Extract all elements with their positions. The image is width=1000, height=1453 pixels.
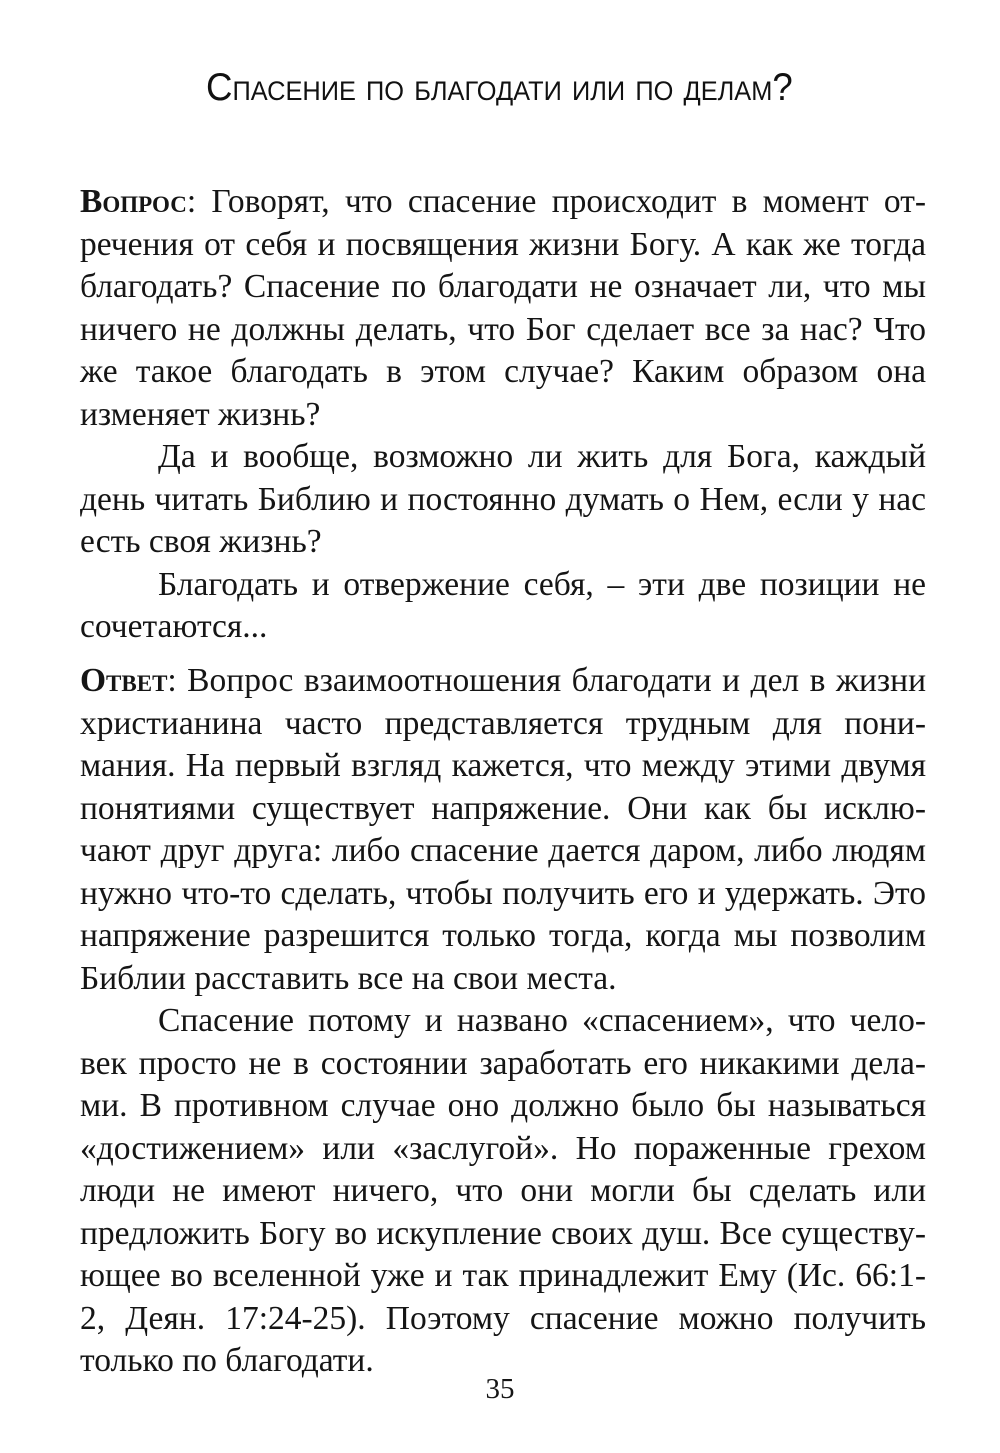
answer-label-separator: : <box>167 662 188 699</box>
question-paragraph-2: Да и вообще, возможно ли жить для Бога, каждый день читать Библию и постоянно думать о Нем, если у нас есть своя жизнь? <box>80 438 926 560</box>
answer-paragraph-1 <box>80 660 926 1000</box>
question-paragraph-1 <box>80 181 926 436</box>
page-title: Спасение по благодати или по делам? <box>206 66 793 109</box>
answer-text-1: Вопрос взаимоотношения благодати и дел в жизни христианина часто представляется трудным для понимания. На первый взгляд кажется, что между этими двумя понятиями существует напряжение. Они как бы исключают друг друга: либо спасение дается даром, либо людям нужно что-то сделать, чтобы получить его и удержать. Это напряжение разрешится только тогда, когда мы позволим Библии расставить все на свои места. <box>80 662 926 997</box>
question-text-1: Говорят, что спасение происходит в момент отречения от себя и посвящения жизни Богу. А как же тогда благодать? Спасение по благодати не означает ли, что мы ничего не должны делать, что Бог сделает все за нас? Что же такое благодать в этом случае? Каким образом она изменяет жизнь? <box>80 183 926 433</box>
question-section <box>80 181 926 649</box>
answer-section <box>80 660 926 1383</box>
question-label: Вопрос <box>80 183 187 220</box>
answer-label: Ответ <box>80 662 168 699</box>
question-paragraph-3: Благодать и отвержение себя, – эти две позиции не сочетаются... <box>80 565 926 645</box>
question-label-separator: : <box>186 183 212 220</box>
page-number: 35 <box>485 1373 515 1405</box>
answer-paragraph-2: Спасение потому и названо «спасением», что человек просто не в состоянии заработать его никакими делами. В противном случае оно должно было бы называться «достижением» или «заслугой». Но пораженные грехом люди не имеют ничего, что они могли бы сделать или предложить Богу во искупление своих душ. Все существующее во вселенной уже и так принадлежит Ему (Ис. 66:1-2, Деян. 17:24-25). Поэтому спасение можно получить только по благодати. <box>80 1002 926 1379</box>
